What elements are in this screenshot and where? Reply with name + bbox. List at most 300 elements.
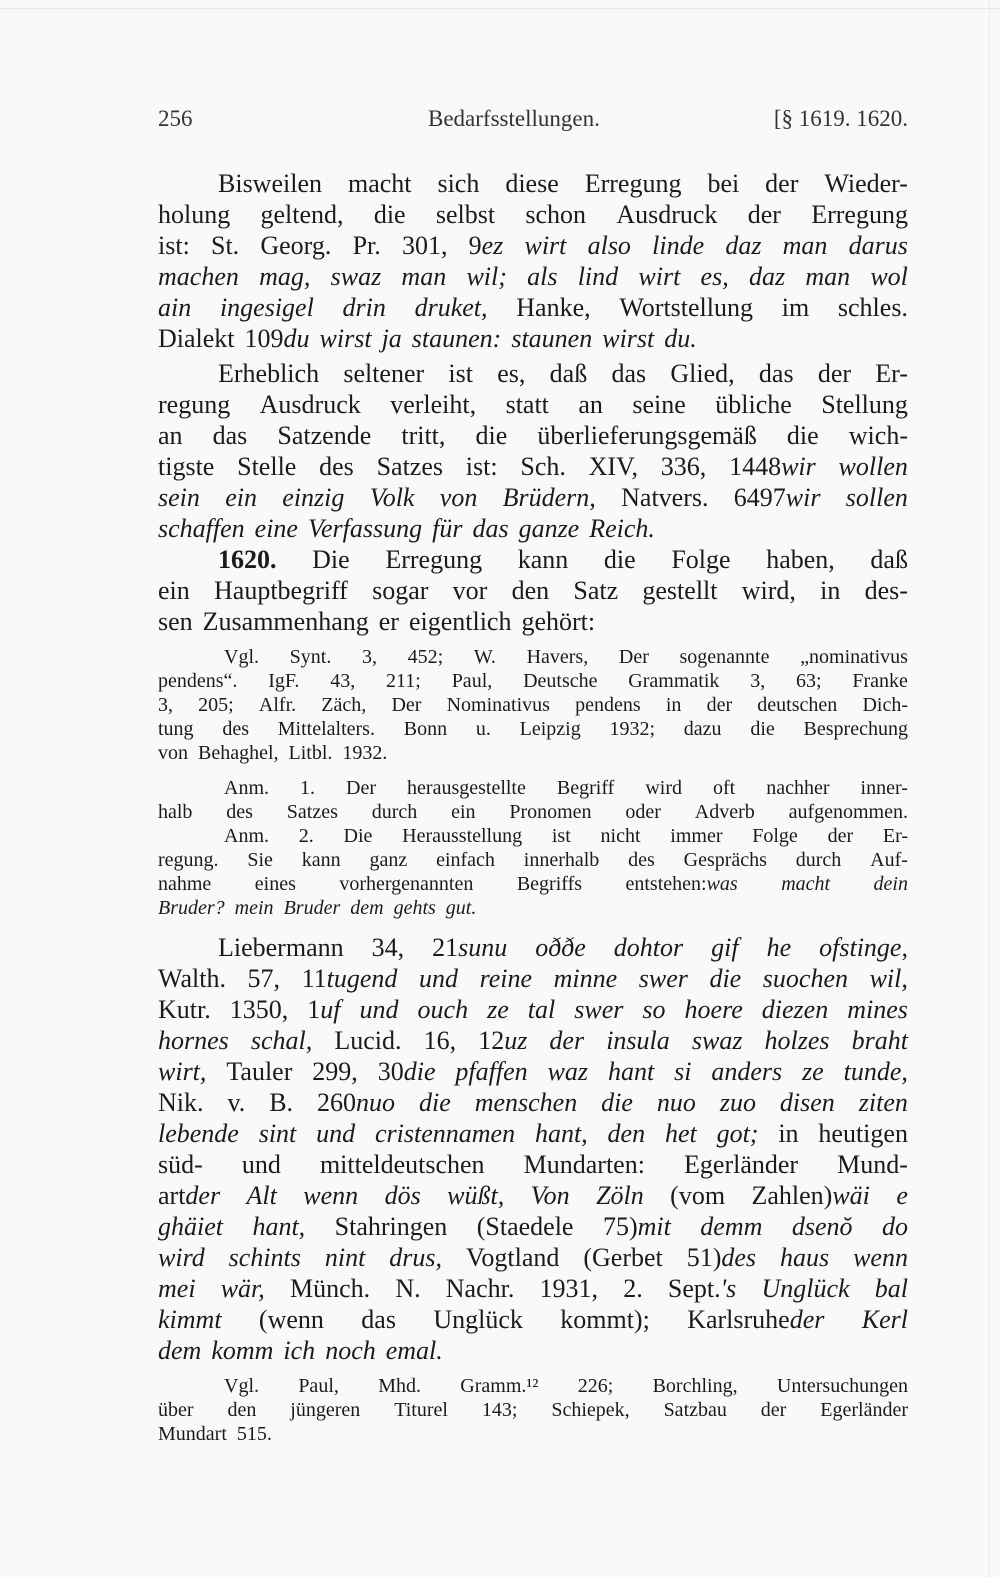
word: mag, [259,262,311,291]
word: Nominativus [446,694,550,716]
word: sein [158,483,200,512]
word: mines [847,995,908,1024]
word: drus, [389,1243,443,1272]
word: wenn [853,1243,908,1272]
word: innerhalb [523,849,600,871]
word: gehts [393,897,436,919]
word: der [765,169,799,198]
word: ze [487,995,509,1024]
word: hant [607,1057,655,1086]
word: deutschen [757,694,838,716]
word: 1448wir [729,452,816,481]
word: Liebermann [218,933,344,962]
word: Satzbau [663,1399,727,1421]
word: 21sunu [432,933,508,962]
text-line [158,168,908,199]
word: man [782,231,828,260]
word: suochen [762,964,848,993]
word: entstehen:was [625,873,738,895]
text-line [158,932,908,963]
word: ofstinge, [819,933,908,962]
word: staunen: [411,324,502,353]
word: den [511,576,550,605]
word: Von [530,1181,570,1210]
word: Litbl. [288,742,333,764]
word: si [674,1057,692,1086]
text-line [158,451,908,482]
word: überlieferungsgemäß [537,421,757,450]
word: diezen [761,995,829,1024]
text-line [158,717,908,741]
word: ghäiet [158,1212,223,1241]
word: pfaffen [455,1057,528,1086]
word: für [432,514,463,543]
word: Kutr. [158,995,211,1024]
word: Erheblich [218,359,320,388]
word: dsenŏ [791,1212,853,1241]
word: Stelle [237,452,297,481]
word: holzes [764,1026,830,1055]
word: he [766,933,792,962]
word: durch [371,801,418,823]
word: des [628,849,655,871]
word: hornes [158,1026,229,1055]
word: ist: [465,452,498,481]
word: swaz [330,262,382,291]
word: wollen [838,452,908,481]
word: du. [664,324,697,353]
text-line [158,1335,908,1366]
word: kann [301,849,341,871]
word: tung [158,718,194,740]
word: Mund- [837,1150,908,1179]
text-line [158,199,908,230]
word: Vogtland [465,1243,560,1272]
word: Glied, [670,359,735,388]
word: sich [437,169,480,198]
word: seine [632,390,686,419]
text-line [158,230,908,261]
word: der [706,694,733,716]
word: Anm. [224,825,269,847]
word: dem [350,897,384,919]
word: Erregung [584,169,682,198]
word: Vgl. [224,646,259,668]
word: jüngeren [290,1399,361,1421]
word: 30die [377,1057,436,1086]
word: Egerländer [684,1150,799,1179]
word: do [881,1212,908,1241]
word: macht [347,169,412,198]
word: Satz [573,576,619,605]
word: man [401,262,447,291]
word: daz [725,231,762,260]
word: 75)mit [602,1212,671,1241]
word: Der [346,777,377,799]
word: schles. [837,293,908,322]
word: das [611,359,647,388]
word: der [747,200,781,229]
word: Stellung [821,390,908,419]
word: Bisweilen [218,169,322,198]
word: 211; [386,670,421,692]
word: insula [606,1026,670,1055]
word: Stahringen [334,1212,448,1241]
word: halb [158,801,193,823]
word: wirt [524,231,567,260]
word: 1620. [218,545,277,574]
word: an [578,390,603,419]
word: wird, [741,576,796,605]
word: ein [225,483,257,512]
word: Zöln [596,1181,644,1210]
word: bal [874,1274,908,1303]
word: übliche [715,390,792,419]
word: Alt [246,1181,277,1210]
word: schaffen [158,514,245,543]
word: reine [479,964,533,993]
word: wirst [602,324,655,353]
word: die [750,718,775,740]
text-line [158,1149,908,1180]
word: Nik. [158,1088,204,1117]
word: Gramm.¹² [460,1375,539,1397]
word: Reich. [589,514,655,543]
word: got; [716,1119,759,1148]
word: Mundart [158,1423,227,1445]
word: komm [211,1336,274,1365]
word: wird [158,1243,205,1272]
word: 109du [244,324,310,353]
word: Satzende [277,421,372,450]
word: e [896,1181,908,1210]
word: wenn [303,1181,359,1210]
word: gehört: [521,607,596,636]
word: vorhergenannten [339,873,474,895]
word: sollen [845,483,908,512]
word: Satzes [286,801,338,823]
word: Pr. [352,231,381,260]
text-line [158,994,908,1025]
word: Hauptbegriff [214,576,348,605]
word: 2. [298,825,314,847]
word: Der [618,646,649,668]
word: 63; [796,670,822,692]
text-line [158,1422,908,1446]
word: nuo [656,1088,696,1117]
word: wird [645,777,682,799]
word: Erregung [385,545,483,574]
text-line [158,1304,908,1335]
word: Mhd. [378,1375,421,1397]
word: schon [525,200,587,229]
word: Adverb [694,801,755,823]
word: selbst [435,200,496,229]
word: süd- [158,1150,203,1179]
word: Egerländer [820,1399,908,1421]
word: Vgl. [224,1375,259,1397]
word: 9ez [468,231,504,260]
text-line [158,669,908,693]
word: Begriff [556,777,615,799]
word: Bruder? [158,897,225,919]
word: man [805,262,851,291]
word: 57, [247,964,281,993]
word: Der [391,694,422,716]
word: Hanke, [516,293,591,322]
text-line [158,776,908,800]
word: ain [158,293,192,322]
word: im [781,293,810,322]
word: macht [781,873,831,895]
text-line [158,1025,908,1056]
word: (Gerbet [583,1243,663,1272]
word: XIV, [588,452,638,481]
text-line [158,1273,908,1304]
word: ich [283,1336,316,1365]
word: IgF. [268,670,300,692]
text-line [158,1374,908,1398]
word: wil; [466,262,507,291]
word: Pronomen [509,801,592,823]
word: St. [210,231,240,260]
word: Münch. [289,1274,371,1303]
text-line [158,420,908,451]
word: Dich- [862,694,908,716]
text-line [158,544,908,575]
text-line [158,1211,908,1242]
word: Die [343,825,373,847]
word: des [319,452,354,481]
word: eine [254,514,298,543]
word: gestellt [642,576,718,605]
word: Leipzig [519,718,581,740]
word: ein [451,801,476,823]
page-edge-right [989,0,990,1577]
word: Unglück [433,1305,523,1334]
word: 1932. [342,742,388,764]
word: disen [779,1088,835,1117]
word: kann [517,545,569,574]
word: druket, [414,293,488,322]
word: eines [254,873,296,895]
word: darus [848,231,908,260]
word: (vom [670,1181,726,1210]
word: Zahlen)wäi [751,1181,870,1210]
word: tal [527,995,556,1024]
text-line [158,800,908,824]
word: Herausstellung [402,825,523,847]
word: Bruder [283,897,341,919]
word: so [642,995,666,1024]
word: ist: [158,231,190,260]
word: Alfr. [258,694,297,716]
word: als [527,262,558,291]
text-line [158,896,908,920]
word: es, [497,359,526,388]
word: wirt, [158,1057,207,1086]
word: inner- [860,777,908,799]
word: haben, [766,545,835,574]
word: Kerl [861,1305,908,1334]
word: Folge [671,545,731,574]
word: Nachr. [445,1274,515,1303]
word: des [226,801,253,823]
word: Tauler [226,1057,293,1086]
word: swer [638,964,688,993]
word: hoere [684,995,743,1024]
word: hant, [252,1212,306,1241]
word: nint [324,1243,366,1272]
word: oððe [535,933,586,962]
word: schints [228,1243,301,1272]
word: drin [342,293,386,322]
word: Lucid. [334,1026,402,1055]
word: v. [227,1088,246,1117]
reference-note [158,1374,908,1446]
word: diese [505,169,559,198]
word: 51)des [686,1243,757,1272]
word: Besprechung [803,718,908,740]
page-number: 256 [158,106,193,131]
word: an [158,421,183,450]
word: das [472,514,509,543]
word: ze [802,1057,824,1086]
word: 11tugend [301,964,398,993]
word: Ausdruck [616,200,718,229]
word: kimmt [158,1305,222,1334]
word: Brüdern, [502,483,596,512]
text-line [158,358,908,389]
word: ein [158,576,190,605]
word: 452; [407,646,444,668]
running-title: Bedarfsstellungen. [428,106,600,131]
text-line [158,1398,908,1422]
word: oft [713,777,736,799]
word: B. [269,1088,294,1117]
word: 1932; [609,718,656,740]
word: den [607,1119,646,1148]
word: dohtor [613,933,684,962]
word: staunen [511,324,593,353]
word: nahme [158,873,212,895]
word: Walth. [158,964,226,993]
word: und [359,995,399,1024]
word: haus [780,1243,830,1272]
word: die [373,200,406,229]
word: das [361,1305,396,1334]
text-line [158,513,908,544]
word: (wenn [258,1305,324,1334]
word: het [664,1119,697,1148]
word: wirt [638,262,681,291]
page-edge-top [0,8,1000,9]
word: 16, [423,1026,457,1055]
word: dem [158,1336,202,1365]
word: mei [158,1274,196,1303]
word: die [475,421,508,450]
word: wär, [220,1274,265,1303]
word: 1uf [307,995,341,1024]
word: sogenannte [679,646,770,668]
word: also [587,231,631,260]
word: ist [448,359,473,388]
word: gut. [445,897,477,919]
word: Sch. [520,452,566,481]
word: 299, [312,1057,358,1086]
word: Deutsche [523,670,598,692]
word: 1350, [229,995,289,1024]
word: dös [384,1181,421,1210]
word: Borchling, [652,1375,738,1397]
word: sogar [372,576,429,605]
word: Georg. [260,231,332,260]
text-line [158,741,908,765]
word: Franke [852,670,908,692]
word: des- [864,576,908,605]
word: Gesprächs [683,849,767,871]
word: der [760,1399,787,1421]
word: 515. [236,1423,272,1445]
word: W. [473,646,496,668]
word: mitteldeutschen [319,1150,485,1179]
word: gif [711,933,739,962]
word: der [817,359,852,388]
word: einfach [436,849,495,871]
word: die [709,964,742,993]
paragraph [158,358,908,544]
word: Mittelalters. [277,718,375,740]
word: Zäch, [321,694,367,716]
text-line [158,606,908,637]
word: 3, [750,670,766,692]
word: pendens“. [158,670,238,692]
text-line [158,1180,908,1211]
word: Volk [369,483,415,512]
word: geltend, [260,200,344,229]
word: den [227,1399,257,1421]
word: herausgestellte [407,777,526,799]
word: schal, [250,1026,313,1055]
word: 1931, [539,1274,599,1303]
word: swer [574,995,624,1024]
word: hant, [534,1119,588,1148]
word: menschen [474,1088,578,1117]
word: nicht [600,825,641,847]
word: noch [325,1336,376,1365]
word: eigentlich [408,607,512,636]
word: Paul, [298,1375,339,1397]
word: über [158,1399,194,1421]
word: Mundarten: [523,1150,645,1179]
word: Er- [882,825,908,847]
word: pendens [575,694,641,716]
word: das [758,359,794,388]
text-line [158,848,908,872]
word: Titurel [394,1399,448,1421]
word: ist [551,825,571,847]
word: regung [158,390,231,419]
word: 43, [330,670,356,692]
word: Dialekt [158,324,235,353]
word: 301, [401,231,448,260]
word: von [158,742,188,764]
annotation-note [158,776,908,920]
word: in [778,1119,799,1148]
word: 143; [481,1399,518,1421]
word: Behaghel, [198,742,279,764]
running-header [158,106,908,140]
